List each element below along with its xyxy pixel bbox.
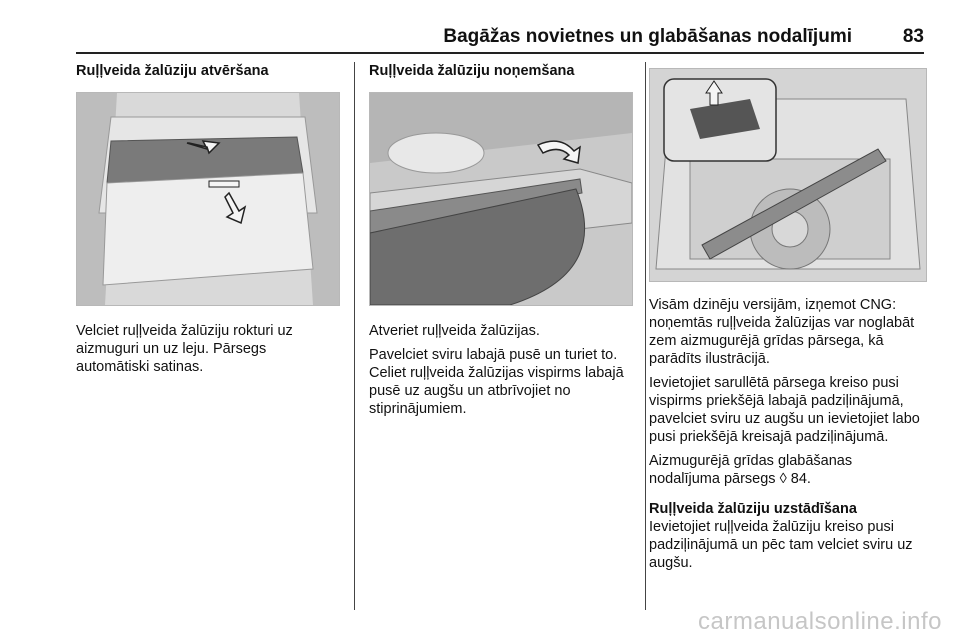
removal-drawing: [370, 93, 632, 305]
paragraph: Pavelciet sviru labajā pusē un turiet to. Celiet ruļļveida žalūzijas vispirms labajā pusē uz augšu un atbrīvojiet no stiprinājumiem.: [369, 347, 624, 417]
header-title: Bagāžas novietnes un glabāšanas nodalījumi: [443, 26, 852, 47]
cargo-cover-drawing: [77, 93, 339, 305]
paragraph: Velciet ruļļveida žalūziju rokturi uz aizmuguri un uz leju. Pārsegs automātiski satinas.: [76, 323, 293, 375]
paragraph: Visām dzinēju versijām, izņemot CNG: noņemtās ruļļveida žalūzijas var noglabāt zem aizmugurējā grīdas pārsega, kā parādīts ilustrācijā.: [649, 297, 915, 367]
paragraph: Atveriet ruļļveida žalūzijas.: [369, 323, 540, 339]
storage-drawing: [650, 69, 926, 281]
paragraph: Ievietojiet sarullētā pārsega kreiso pusi vispirms priekšējā labajā padziļinājumā, pavelciet sviru uz augšu un ievietojiet labo pusi priekšējā kreisajā padziļinājumā.: [649, 375, 920, 445]
column-divider: [354, 62, 355, 610]
illustration-cargo-cover-opening: [76, 92, 340, 306]
column-removal: [369, 62, 633, 424]
column-opening: [76, 62, 342, 382]
paragraph: Ievietojiet ruļļveida žalūziju kreiso pusi padziļinājumā un pēc tam velciet sviru uz augšu.: [649, 519, 913, 571]
column-storage: [649, 62, 927, 578]
page-number: 83: [902, 26, 924, 47]
page-header: [76, 22, 924, 54]
section-heading-opening: Ruļļveida žalūziju atvēršana: [76, 63, 269, 79]
column-divider: [645, 62, 646, 610]
illustration-cargo-cover-removal: [369, 92, 633, 306]
section-heading-removal: Ruļļveida žalūziju noņemšana: [369, 63, 575, 79]
illustration-cover-storage: [649, 68, 927, 282]
paragraph: Aizmugurējā grīdas glabāšanas nodalījuma pārsegs ◊ 84.: [649, 453, 853, 487]
section-heading-installation: Ruļļveida žalūziju uzstādīšana: [649, 501, 857, 517]
watermark: carmanualsonline.info: [698, 608, 942, 635]
